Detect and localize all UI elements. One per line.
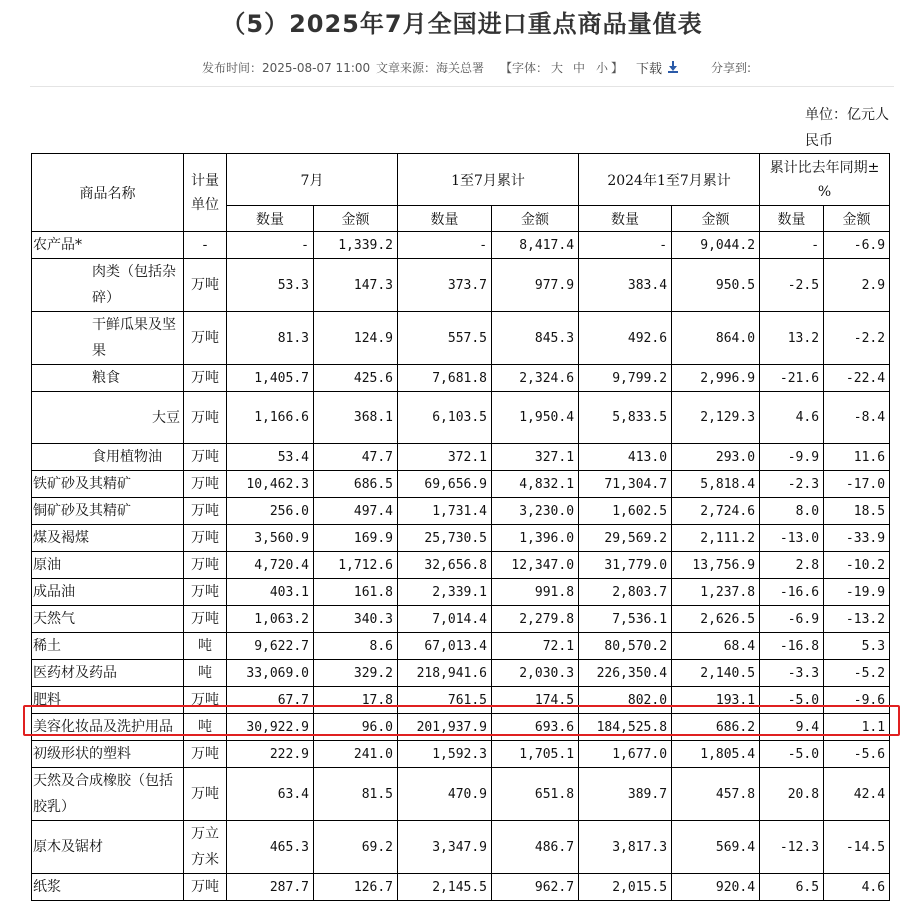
download-icon xyxy=(668,61,678,73)
cell-ytd2024-qty: 226,350.4 xyxy=(579,660,672,687)
cell-jul-qty: 403.1 xyxy=(227,579,314,606)
cell-jul-amt: 329.2 xyxy=(314,660,398,687)
cell-yoy-qty: 20.8 xyxy=(760,768,824,821)
cell-unit: 万吨 xyxy=(184,312,227,365)
header-divider xyxy=(30,86,894,87)
table-row xyxy=(32,687,890,714)
cell-ytd2024-amt: 1,237.8 xyxy=(672,579,760,606)
cell-jul-qty: 287.7 xyxy=(227,874,314,901)
cell-ytd-qty: 470.9 xyxy=(398,768,492,821)
cell-jul-amt: 241.0 xyxy=(314,741,398,768)
cell-ytd-amt: 1,705.1 xyxy=(492,741,579,768)
cell-name: 煤及褐煤 xyxy=(32,525,184,552)
header-qty: 数量 xyxy=(398,206,492,232)
cell-yoy-amt: -14.5 xyxy=(824,821,890,874)
cell-ytd-qty: 201,937.9 xyxy=(398,714,492,741)
cell-name: 成品油 xyxy=(32,579,184,606)
cell-yoy-qty: -21.6 xyxy=(760,365,824,392)
cell-name: 天然及合成橡胶（包括胶乳） xyxy=(32,768,184,821)
cell-yoy-amt: -33.9 xyxy=(824,525,890,552)
cell-jul-qty: 67.7 xyxy=(227,687,314,714)
cell-ytd-amt: 486.7 xyxy=(492,821,579,874)
cell-ytd-amt: 72.1 xyxy=(492,633,579,660)
table-row xyxy=(32,471,890,498)
table-row xyxy=(32,714,890,741)
cell-name: 原木及锯材 xyxy=(32,821,184,874)
cell-jul-qty: 3,560.9 xyxy=(227,525,314,552)
cell-jul-qty: 53.3 xyxy=(227,259,314,312)
cell-ytd-amt: 845.3 xyxy=(492,312,579,365)
download-button[interactable] xyxy=(636,58,678,77)
header-qty: 数量 xyxy=(227,206,314,232)
cell-jul-qty: 33,069.0 xyxy=(227,660,314,687)
cell-ytd-amt: 1,396.0 xyxy=(492,525,579,552)
cell-ytd2024-qty: 7,536.1 xyxy=(579,606,672,633)
cell-unit: 万吨 xyxy=(184,498,227,525)
cell-jul-qty: 1,063.2 xyxy=(227,606,314,633)
cell-name: 天然气 xyxy=(32,606,184,633)
cell-jul-qty: 30,922.9 xyxy=(227,714,314,741)
article-source: 文章来源：海关总署 xyxy=(376,61,485,75)
cell-unit: 吨 xyxy=(184,633,227,660)
table-row xyxy=(32,741,890,768)
cell-yoy-amt: 11.6 xyxy=(824,444,890,471)
cell-unit: 万吨 xyxy=(184,874,227,901)
publish-time: 发布时间：2025-08-07 11:00 xyxy=(202,61,371,75)
table-row xyxy=(32,232,890,259)
cell-ytd-qty: 2,145.5 xyxy=(398,874,492,901)
header-amt: 金额 xyxy=(314,206,398,232)
table-row xyxy=(32,444,890,471)
header-yoy: 累计比去年同期±% xyxy=(760,154,890,206)
header-ytd-2024: 2024年1至7月累计 xyxy=(579,154,760,206)
table-row xyxy=(32,633,890,660)
cell-yoy-amt: 5.3 xyxy=(824,633,890,660)
cell-unit: 万吨 xyxy=(184,392,227,444)
cell-ytd2024-amt: 5,818.4 xyxy=(672,471,760,498)
cell-unit: 万吨 xyxy=(184,259,227,312)
cell-ytd-amt: 693.6 xyxy=(492,714,579,741)
cell-unit: - xyxy=(184,232,227,259)
cell-ytd-amt: 2,324.6 xyxy=(492,365,579,392)
cell-ytd2024-amt: 950.5 xyxy=(672,259,760,312)
cell-name: 肥料 xyxy=(32,687,184,714)
cell-ytd-qty: 69,656.9 xyxy=(398,471,492,498)
cell-name: 干鲜瓜果及坚果 xyxy=(32,312,184,365)
cell-unit: 万吨 xyxy=(184,525,227,552)
cell-ytd-qty: 2,339.1 xyxy=(398,579,492,606)
header-amt: 金额 xyxy=(492,206,579,232)
cell-name: 大豆 xyxy=(32,392,184,444)
table-row xyxy=(32,392,890,444)
header-jul: 7月 xyxy=(227,154,398,206)
cell-ytd-qty: 372.1 xyxy=(398,444,492,471)
cell-ytd-qty: 557.5 xyxy=(398,312,492,365)
cell-unit: 万吨 xyxy=(184,579,227,606)
cell-ytd-amt: 651.8 xyxy=(492,768,579,821)
table-row xyxy=(32,579,890,606)
cell-yoy-qty: -16.8 xyxy=(760,633,824,660)
cell-yoy-qty: 6.5 xyxy=(760,874,824,901)
cell-yoy-amt: 4.6 xyxy=(824,874,890,901)
cell-yoy-amt: -2.2 xyxy=(824,312,890,365)
cell-name: 农产品* xyxy=(32,232,184,259)
table-row xyxy=(32,660,890,687)
cell-yoy-amt: -22.4 xyxy=(824,365,890,392)
cell-name: 肉类（包括杂碎） xyxy=(32,259,184,312)
cell-ytd2024-amt: 293.0 xyxy=(672,444,760,471)
cell-jul-amt: 1,339.2 xyxy=(314,232,398,259)
cell-name: 稀土 xyxy=(32,633,184,660)
cell-unit: 万吨 xyxy=(184,444,227,471)
cell-ytd2024-qty: 413.0 xyxy=(579,444,672,471)
cell-jul-amt: 17.8 xyxy=(314,687,398,714)
cell-yoy-amt: -8.4 xyxy=(824,392,890,444)
cell-ytd-amt: 977.9 xyxy=(492,259,579,312)
cell-unit: 吨 xyxy=(184,714,227,741)
cell-yoy-qty: -5.0 xyxy=(760,741,824,768)
font-size-label: 【字体： xyxy=(500,61,549,75)
cell-unit: 万吨 xyxy=(184,552,227,579)
cell-jul-qty: 10,462.3 xyxy=(227,471,314,498)
header-amt: 金额 xyxy=(672,206,760,232)
cell-ytd-amt: 174.5 xyxy=(492,687,579,714)
cell-ytd2024-qty: 71,304.7 xyxy=(579,471,672,498)
cell-yoy-amt: -10.2 xyxy=(824,552,890,579)
cell-yoy-qty: 9.4 xyxy=(760,714,824,741)
cell-ytd-amt: 8,417.4 xyxy=(492,232,579,259)
cell-jul-qty: 1,166.6 xyxy=(227,392,314,444)
cell-ytd2024-amt: 457.8 xyxy=(672,768,760,821)
cell-jul-amt: 340.3 xyxy=(314,606,398,633)
cell-jul-amt: 47.7 xyxy=(314,444,398,471)
cell-name: 食用植物油 xyxy=(32,444,184,471)
header-qty: 数量 xyxy=(760,206,824,232)
cell-jul-amt: 686.5 xyxy=(314,471,398,498)
cell-unit: 万吨 xyxy=(184,741,227,768)
cell-jul-qty: 4,720.4 xyxy=(227,552,314,579)
cell-unit: 万吨 xyxy=(184,768,227,821)
cell-jul-amt: 1,712.6 xyxy=(314,552,398,579)
cell-ytd2024-qty: 2,803.7 xyxy=(579,579,672,606)
import-goods-table xyxy=(31,153,890,901)
cell-jul-qty: 53.4 xyxy=(227,444,314,471)
cell-ytd-amt: 327.1 xyxy=(492,444,579,471)
cell-jul-amt: 497.4 xyxy=(314,498,398,525)
cell-yoy-qty: -13.0 xyxy=(760,525,824,552)
table-row xyxy=(32,365,890,392)
header-ytd: 1至7月累计 xyxy=(398,154,579,206)
cell-ytd2024-qty: 802.0 xyxy=(579,687,672,714)
cell-ytd2024-qty: 1,602.5 xyxy=(579,498,672,525)
cell-yoy-amt: 1.1 xyxy=(824,714,890,741)
cell-ytd-amt: 991.8 xyxy=(492,579,579,606)
cell-ytd-amt: 3,230.0 xyxy=(492,498,579,525)
cell-ytd2024-amt: 569.4 xyxy=(672,821,760,874)
cell-unit: 万吨 xyxy=(184,687,227,714)
cell-ytd2024-qty: 29,569.2 xyxy=(579,525,672,552)
cell-yoy-amt: -5.6 xyxy=(824,741,890,768)
cell-ytd-qty: 373.7 xyxy=(398,259,492,312)
cell-unit: 万吨 xyxy=(184,606,227,633)
cell-ytd-amt: 2,279.8 xyxy=(492,606,579,633)
page-title: （5）2025年7月全国进口重点商品量值表 xyxy=(221,10,703,38)
cell-ytd2024-amt: 1,805.4 xyxy=(672,741,760,768)
cell-yoy-amt: 42.4 xyxy=(824,768,890,821)
cell-ytd-qty: 3,347.9 xyxy=(398,821,492,874)
cell-jul-amt: 124.9 xyxy=(314,312,398,365)
cell-yoy-amt: 2.9 xyxy=(824,259,890,312)
cell-yoy-qty: -16.6 xyxy=(760,579,824,606)
cell-jul-qty: - xyxy=(227,232,314,259)
cell-unit: 吨 xyxy=(184,660,227,687)
font-size-large[interactable]: 大 xyxy=(551,61,564,75)
cell-ytd2024-qty: 2,015.5 xyxy=(579,874,672,901)
cell-yoy-qty: 2.8 xyxy=(760,552,824,579)
cell-jul-amt: 81.5 xyxy=(314,768,398,821)
cell-jul-qty: 1,405.7 xyxy=(227,365,314,392)
cell-jul-amt: 69.2 xyxy=(314,821,398,874)
table-row xyxy=(32,498,890,525)
cell-ytd-qty: 1,592.3 xyxy=(398,741,492,768)
cell-yoy-amt: -9.6 xyxy=(824,687,890,714)
cell-yoy-amt: -13.2 xyxy=(824,606,890,633)
table-row xyxy=(32,312,890,365)
cell-jul-amt: 368.1 xyxy=(314,392,398,444)
table-row xyxy=(32,874,890,901)
cell-ytd2024-amt: 68.4 xyxy=(672,633,760,660)
download-label: 下载 xyxy=(636,62,663,77)
table-row xyxy=(32,821,890,874)
cell-ytd-amt: 12,347.0 xyxy=(492,552,579,579)
cell-unit: 万吨 xyxy=(184,365,227,392)
cell-yoy-qty: -2.5 xyxy=(760,259,824,312)
cell-ytd2024-amt: 2,626.5 xyxy=(672,606,760,633)
cell-ytd2024-qty: 492.6 xyxy=(579,312,672,365)
table-row xyxy=(32,606,890,633)
font-size-close: 】 xyxy=(611,61,624,75)
cell-ytd2024-qty: 383.4 xyxy=(579,259,672,312)
share-label: 分享到: xyxy=(711,61,752,75)
header-amt: 金额 xyxy=(824,206,890,232)
cell-ytd-qty: - xyxy=(398,232,492,259)
cell-yoy-qty: -3.3 xyxy=(760,660,824,687)
cell-name: 铁矿砂及其精矿 xyxy=(32,471,184,498)
cell-yoy-qty: -6.9 xyxy=(760,606,824,633)
cell-yoy-qty: - xyxy=(760,232,824,259)
header-name: 商品名称 xyxy=(32,154,184,232)
article-meta xyxy=(0,59,924,77)
font-size-medium[interactable]: 中 xyxy=(573,61,586,75)
cell-jul-amt: 161.8 xyxy=(314,579,398,606)
cell-ytd2024-amt: 864.0 xyxy=(672,312,760,365)
cell-ytd-amt: 1,950.4 xyxy=(492,392,579,444)
cell-ytd-qty: 761.5 xyxy=(398,687,492,714)
cell-jul-amt: 147.3 xyxy=(314,259,398,312)
cell-jul-qty: 465.3 xyxy=(227,821,314,874)
cell-yoy-amt: -17.0 xyxy=(824,471,890,498)
cell-ytd-amt: 2,030.3 xyxy=(492,660,579,687)
cell-ytd-qty: 218,941.6 xyxy=(398,660,492,687)
cell-ytd2024-qty: 1,677.0 xyxy=(579,741,672,768)
cell-ytd2024-qty: 80,570.2 xyxy=(579,633,672,660)
cell-name: 美容化妆品及洗护用品 xyxy=(32,714,184,741)
cell-jul-amt: 169.9 xyxy=(314,525,398,552)
cell-ytd2024-amt: 920.4 xyxy=(672,874,760,901)
cell-name: 铜矿砂及其精矿 xyxy=(32,498,184,525)
cell-ytd-qty: 32,656.8 xyxy=(398,552,492,579)
cell-name: 粮食 xyxy=(32,365,184,392)
header-unit: 计量单位 xyxy=(184,154,227,232)
cell-ytd-amt: 4,832.1 xyxy=(492,471,579,498)
cell-name: 初级形状的塑料 xyxy=(32,741,184,768)
cell-ytd2024-qty: 31,779.0 xyxy=(579,552,672,579)
cell-jul-qty: 222.9 xyxy=(227,741,314,768)
cell-unit: 万立方米 xyxy=(184,821,227,874)
cell-jul-qty: 9,622.7 xyxy=(227,633,314,660)
cell-ytd-qty: 67,013.4 xyxy=(398,633,492,660)
cell-ytd2024-amt: 2,724.6 xyxy=(672,498,760,525)
cell-ytd2024-amt: 686.2 xyxy=(672,714,760,741)
table-row xyxy=(32,552,890,579)
cell-yoy-amt: -6.9 xyxy=(824,232,890,259)
cell-jul-qty: 63.4 xyxy=(227,768,314,821)
header-qty: 数量 xyxy=(579,206,672,232)
cell-ytd2024-amt: 2,996.9 xyxy=(672,365,760,392)
unit-note: 单位：亿元人民币 xyxy=(805,107,889,149)
font-size-small[interactable]: 小 xyxy=(596,61,609,75)
cell-unit: 万吨 xyxy=(184,471,227,498)
cell-yoy-qty: -9.9 xyxy=(760,444,824,471)
cell-ytd2024-amt: 2,111.2 xyxy=(672,525,760,552)
cell-ytd-qty: 7,014.4 xyxy=(398,606,492,633)
cell-yoy-amt: -19.9 xyxy=(824,579,890,606)
cell-yoy-qty: -2.3 xyxy=(760,471,824,498)
cell-ytd2024-qty: - xyxy=(579,232,672,259)
cell-yoy-amt: -5.2 xyxy=(824,660,890,687)
cell-ytd-qty: 6,103.5 xyxy=(398,392,492,444)
cell-name: 原油 xyxy=(32,552,184,579)
cell-ytd-qty: 25,730.5 xyxy=(398,525,492,552)
cell-yoy-qty: -12.3 xyxy=(760,821,824,874)
cell-ytd2024-amt: 2,140.5 xyxy=(672,660,760,687)
cell-ytd-qty: 7,681.8 xyxy=(398,365,492,392)
cell-ytd2024-amt: 193.1 xyxy=(672,687,760,714)
cell-yoy-qty: 13.2 xyxy=(760,312,824,365)
cell-yoy-qty: 4.6 xyxy=(760,392,824,444)
cell-ytd2024-qty: 3,817.3 xyxy=(579,821,672,874)
cell-jul-qty: 81.3 xyxy=(227,312,314,365)
cell-ytd-amt: 962.7 xyxy=(492,874,579,901)
cell-yoy-qty: -5.0 xyxy=(760,687,824,714)
cell-name: 纸浆 xyxy=(32,874,184,901)
cell-jul-amt: 8.6 xyxy=(314,633,398,660)
table-row xyxy=(32,259,890,312)
table-row xyxy=(32,768,890,821)
cell-jul-amt: 126.7 xyxy=(314,874,398,901)
cell-jul-qty: 256.0 xyxy=(227,498,314,525)
cell-ytd-qty: 1,731.4 xyxy=(398,498,492,525)
cell-name: 医药材及药品 xyxy=(32,660,184,687)
cell-yoy-qty: 8.0 xyxy=(760,498,824,525)
cell-jul-amt: 96.0 xyxy=(314,714,398,741)
table-row xyxy=(32,525,890,552)
cell-ytd2024-qty: 184,525.8 xyxy=(579,714,672,741)
cell-ytd2024-amt: 2,129.3 xyxy=(672,392,760,444)
cell-ytd2024-qty: 9,799.2 xyxy=(579,365,672,392)
cell-ytd2024-qty: 389.7 xyxy=(579,768,672,821)
cell-jul-amt: 425.6 xyxy=(314,365,398,392)
cell-yoy-amt: 18.5 xyxy=(824,498,890,525)
cell-ytd2024-amt: 9,044.2 xyxy=(672,232,760,259)
cell-ytd2024-qty: 5,833.5 xyxy=(579,392,672,444)
cell-ytd2024-amt: 13,756.9 xyxy=(672,552,760,579)
